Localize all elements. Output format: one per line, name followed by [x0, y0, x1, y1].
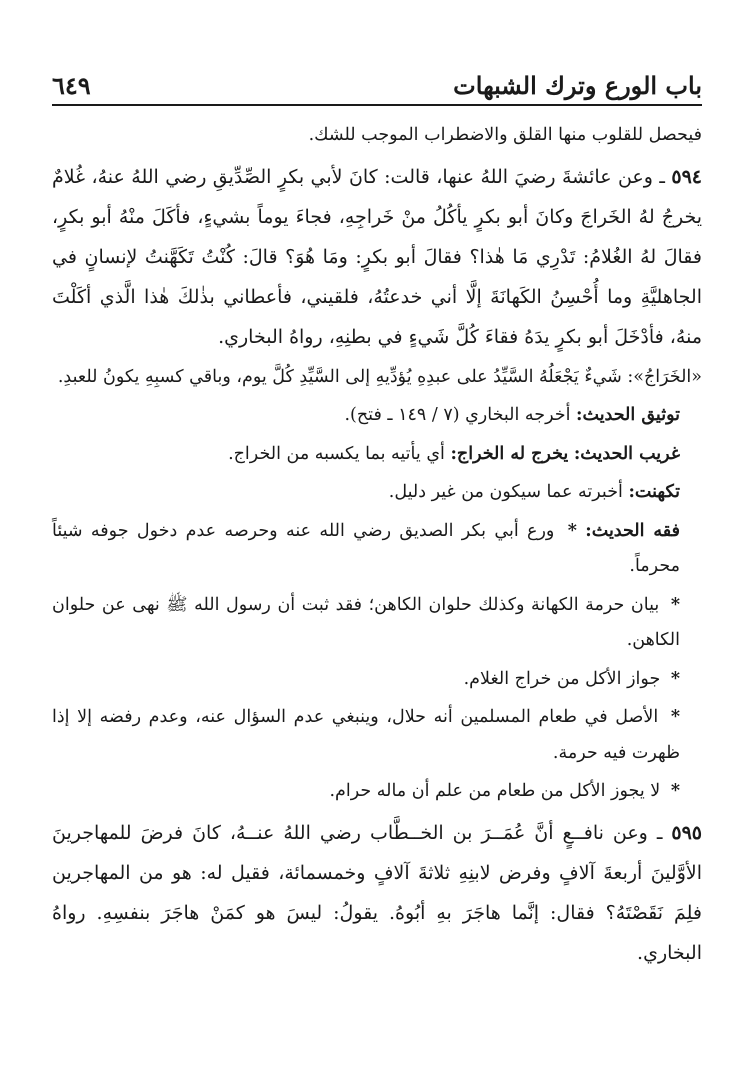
takahhant-label: تكهنت:: [628, 482, 680, 502]
takahhant-paragraph: [52, 475, 702, 511]
gharib-label: غريب الحديث:: [573, 443, 680, 464]
fiqh-point-item: [52, 588, 702, 659]
gharib-text: أي يأتيه بما يكسبه من الخراج.: [228, 443, 445, 464]
bullet-star-icon: *: [670, 668, 680, 689]
bullet-star-icon: *: [567, 520, 577, 541]
fiqh-point: الأصل في طعام المسلمين أنه حلال، وينبغي عدم السؤال عنه، وعدم رفضه إلا إذا ظهرت فيه حرمة.: [52, 707, 680, 763]
fiqh-point-item: [52, 774, 702, 810]
fiqh-point: جواز الأكل من خراج الغلام.: [463, 668, 661, 689]
chapter-title: باب الورع وترك الشبهات: [453, 71, 702, 100]
hadith-595: [52, 813, 702, 973]
hadith-number: ٥٩٤: [671, 165, 702, 188]
gharib-term: يخرج له الخراج:: [450, 443, 569, 464]
tawthiq-label: توثيق الحديث:: [576, 405, 680, 425]
bullet-star-icon: *: [670, 781, 680, 801]
hadith-text: ـ وعن نافــعٍ أنَّ عُمَــرَ بن الخــطَّاب رضي اللهُ عنــهُ، كانَ فرضَ للمهاجرينَ الأوَّلينَ أربعةَ آلافٍ وفرض لابنِهِ ثلاثةَ آلافٍ وخمسمائة، فقيل له: هو من المهاجرين فلِمَ نَقَصْتَهُ؟ فقال: إنَّما هاجَرَ بهِ أبُوهُ. يقولُ: ليسَ هو كمَنْ هاجَرَ بنفسِهِ. رواهُ البخاري.: [52, 821, 702, 964]
hadith-text: ـ وعن عائشةَ رضيَ اللهُ عنها، قالت: كانَ لأبي بكرٍ الصِّدِّيقِ رضي اللهُ عنهُ، غُلامٌ يخرجُ لهُ الخَراجَ وكانَ أبو بكرٍ يأكُلُ منْ خَراجِهِ، فجاءَ يوماً بشيءٍ، فأكَلَ منْهُ أبو بكرٍ، فقالَ لهُ الغُلامُ: تَدْرِي مَا هٰذا؟ فقالَ أبو بكرٍ: ومَا هُوَ؟ قالَ: كُنْتُ تَكَهَّنتُ لإنسانٍ في الجاهليَّةِ وما أُحْسِنُ الكَهانَةَ إلَّا أني خدعتُهُ، فلقيني، فأعطاني بذٰلكَ هٰذا الَّذي أكَلْتَ منهُ، فأدْخَلَ أبو بكرٍ يدَهُ فقاءَ كُلَّ شَيءٍ في بطنِهِ، رواهُ البخاري.: [52, 165, 702, 348]
fiqh-point: لا يجوز الأكل من طعام من علم أن ماله حرام.: [329, 781, 661, 801]
tawthiq-text: أخرجه البخاري (٧ / ١٤٩ ـ فتح).: [344, 405, 571, 425]
fiqh-point: ورع أبي بكر الصديق رضي الله عنه وحرصه عدم دخول جوفه شيئاً محرماً.: [52, 520, 680, 576]
tawthiq-paragraph: [52, 398, 702, 434]
fiqh-paragraph: [52, 514, 702, 585]
fiqh-label: فقه الحديث:: [585, 520, 680, 541]
kharaj-definition: «الخَرَاجُ»: شَيءٌ يَجْعَلُهُ السَّيِّدُ على عبدِهِ يُؤدِّيهِ إلى السَّيِّدِ كُلَّ يوم، وباقي كسبِهِ يكونُ للعبدِ.: [57, 366, 702, 387]
page-header: [52, 66, 702, 106]
page-number: ٦٤٩: [52, 71, 91, 100]
hadith-594: [52, 157, 702, 357]
page-body: [52, 118, 702, 1055]
intro-paragraph: فيحصل للقلوب منها القلق والاضطراب الموجب للشك.: [308, 125, 702, 145]
fiqh-point: بيان حرمة الكهانة وكذلك حلوان الكاهن؛ فقد ثبت أن رسول الله ﷺ نهى عن حلوان الكاهن.: [52, 594, 680, 650]
fiqh-point-item: [52, 662, 702, 698]
fiqh-point-item: [52, 700, 702, 771]
gharib-paragraph: [52, 437, 702, 473]
bullet-star-icon: *: [670, 707, 680, 727]
hadith-number: ٥٩٥: [671, 821, 702, 844]
takahhant-text: أخبرته عما سيكون من غير دليل.: [388, 482, 623, 502]
bullet-star-icon: *: [670, 594, 680, 615]
